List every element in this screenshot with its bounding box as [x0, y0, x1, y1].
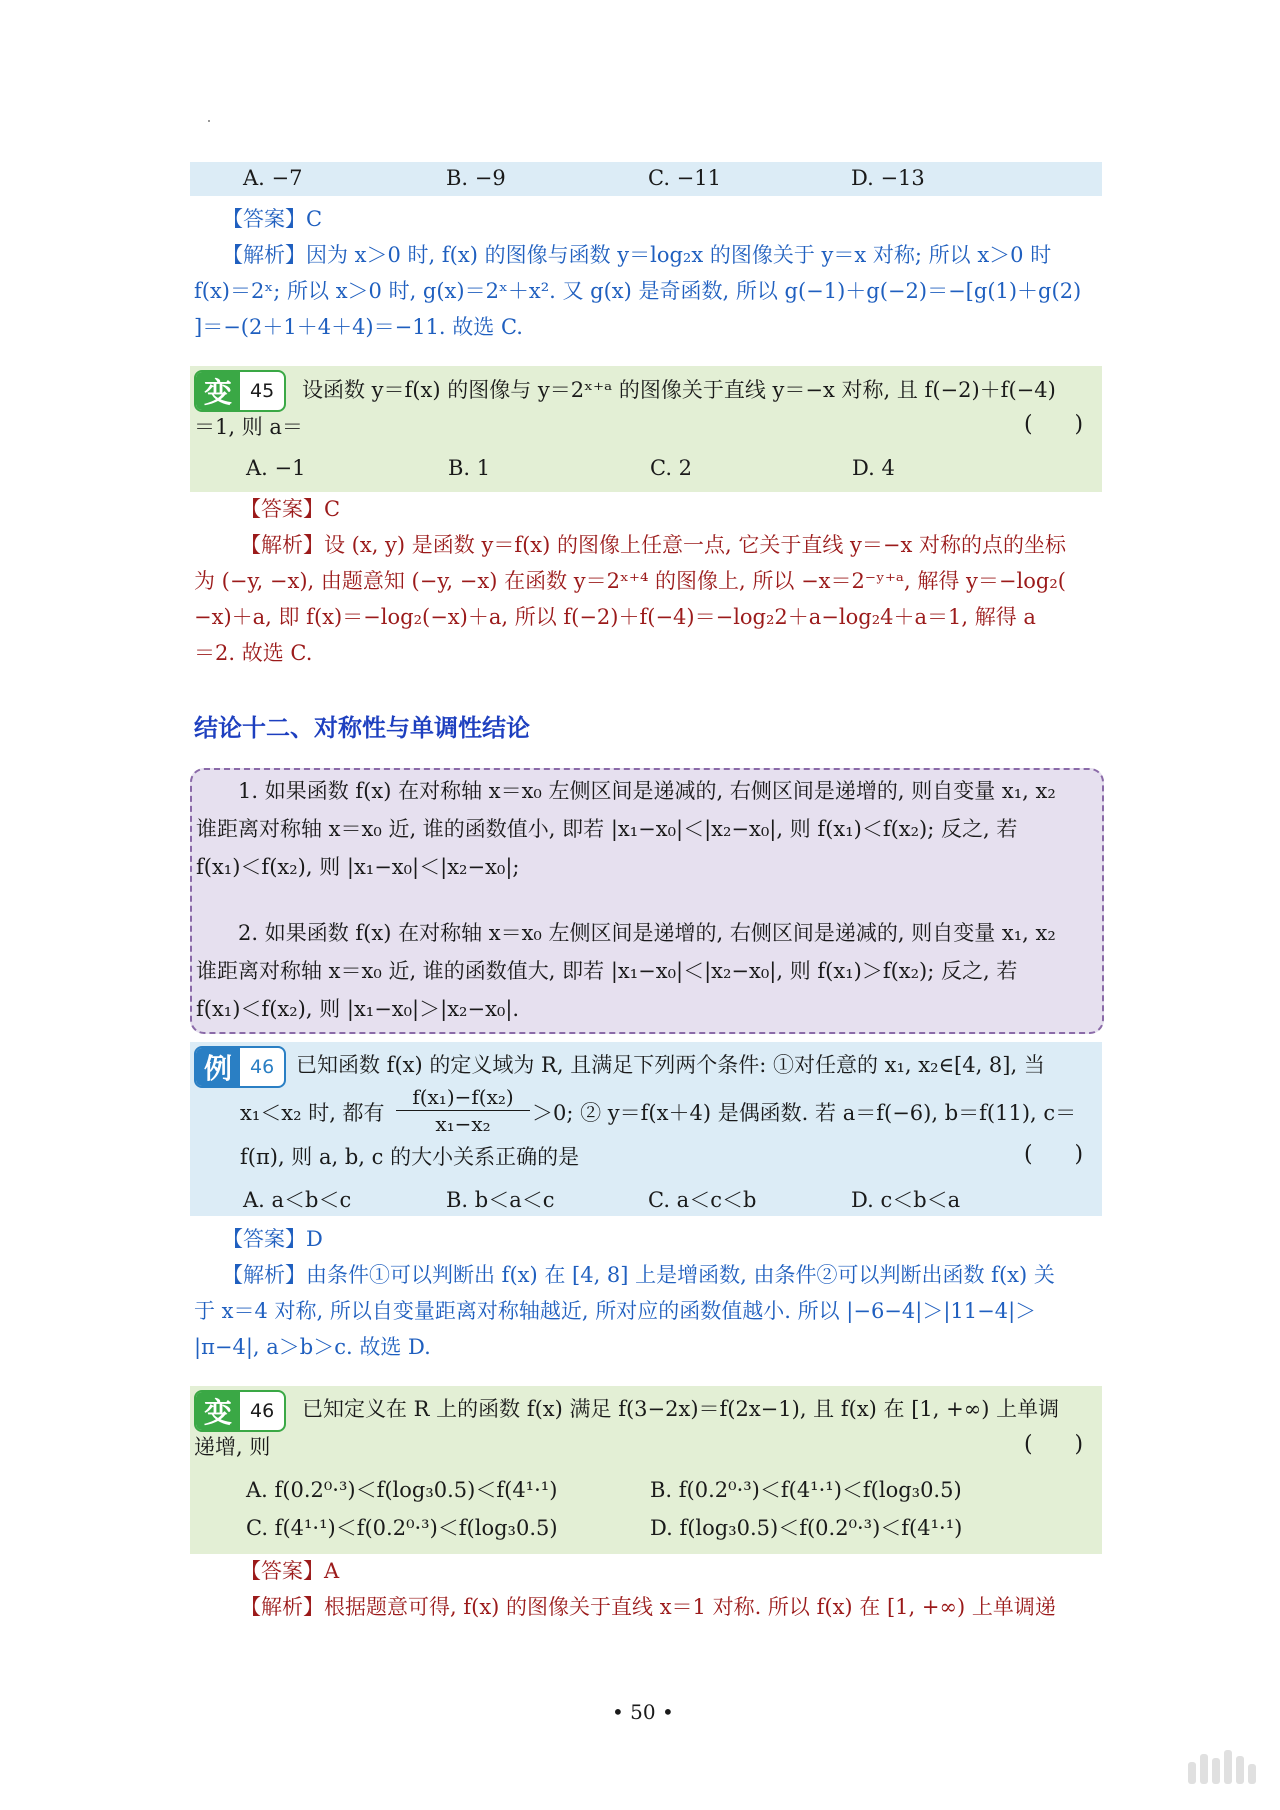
e46-option-d: D. c＜b＜a [851, 1188, 961, 1212]
e46-stem-line: 已知函数 f(x) 的定义域为 R, 且满足下列两个条件: ①对任意的 x₁, x₂∈[4, 8], 当 [296, 1053, 1045, 1077]
conclusion-2-line: 2. 如果函数 f(x) 在对称轴 x＝x₀ 左侧区间是递增的, 右侧区间是递减的, 则自变量 x₁, x₂ [238, 921, 1056, 945]
v46-option-c: C. f(4¹·¹)＜f(0.2⁰·³)＜f(log₃0.5) [246, 1516, 558, 1540]
q44-option-a: A. −7 [243, 166, 303, 190]
v45-option-d: D. 4 [852, 456, 895, 480]
e46-answer: 【答案】D [222, 1227, 323, 1251]
q44-options-band [190, 162, 1102, 196]
e46-fraction-denominator: x₁−x₂ [435, 1112, 491, 1136]
v45-option-b: B. 1 [448, 456, 491, 480]
watermark-bars [1188, 1750, 1256, 1784]
v45-analysis-line: 【解析】设 (x, y) 是函数 y＝f(x) 的图像上任意一点, 它关于直线 y＝−x 对称的点的坐标 [240, 533, 1067, 557]
q44-analysis-line: 【解析】因为 x＞0 时, f(x) 的图像与函数 y＝log₂x 的图像关于 y＝x 对称; 所以 x＞0 时 [222, 243, 1052, 267]
v45-stem-line: ＝1, 则 a＝ [194, 415, 303, 439]
v45-analysis-line: 为 (−y, −x), 由题意知 (−y, −x) 在函数 y＝2ˣ⁺⁴ 的图像上, 所以 −x＝2⁻ʸ⁺ᵃ, 解得 y＝−log₂( [194, 569, 1066, 593]
conclusion-1-line: f(x₁)＜f(x₂), 则 |x₁−x₀|＜|x₂−x₀|; [196, 855, 520, 879]
scan-dot [208, 120, 210, 122]
q44-answer: 【答案】C [222, 207, 323, 231]
q44-option-d: D. −13 [851, 166, 925, 190]
v46-stem-line: 已知定义在 R 上的函数 f(x) 满足 f(3−2x)＝f(2x−1), 且 f(x) 在 [1, +∞) 上单调 [302, 1397, 1060, 1421]
e46-answer-paren: ( ) [1024, 1142, 1084, 1167]
conclusion-1-line: 1. 如果函数 f(x) 在对称轴 x＝x₀ 左侧区间是递减的, 右侧区间是递增的, 则自变量 x₁, x₂ [238, 779, 1056, 803]
v46-tag-number: 46 [250, 1400, 275, 1422]
e46-analysis-line: |π−4|, a＞b＞c. 故选 D. [194, 1335, 431, 1359]
e46-option-b: B. b＜a＜c [446, 1188, 555, 1212]
e46-option-c: C. a＜c＜b [648, 1188, 757, 1212]
v45-tag [194, 370, 286, 412]
q44-option-c: C. −11 [648, 166, 721, 190]
v45-answer-paren: ( ) [1024, 412, 1084, 437]
q44-option-b: B. −9 [446, 166, 506, 190]
v45-analysis-line: ＝2. 故选 C. [194, 641, 313, 665]
v45-option-a: A. −1 [246, 456, 306, 480]
e46-fraction [396, 1084, 530, 1137]
e46-stem-line: f(π), 则 a, b, c 的大小关系正确的是 [240, 1145, 580, 1169]
conclusion-2-line: 谁距离对称轴 x＝x₀ 近, 谁的函数值大, 即若 |x₁−x₀|＜|x₂−x₀|, 则 f(x₁)＞f(x₂); 反之, 若 [196, 959, 1018, 983]
conclusion-1-line: 谁距离对称轴 x＝x₀ 近, 谁的函数值小, 即若 |x₁−x₀|＜|x₂−x₀|, 则 f(x₁)＜f(x₂); 反之, 若 [196, 817, 1018, 841]
v46-tag-char: 变 [196, 1392, 240, 1430]
e46-stem-pre: x₁＜x₂ 时, 都有 [240, 1101, 385, 1125]
e46-stem-post: ＞0; ② y＝f(x＋4) 是偶函数. 若 a＝f(−6), b＝f(11), c＝ [532, 1101, 1077, 1125]
e46-analysis-line: 于 x＝4 对称, 所以自变量距离对称轴越近, 所对应的函数值越小. 所以 |−6−4|＞|11−4|＞ [194, 1299, 1037, 1323]
v46-option-b: B. f(0.2⁰·³)＜f(4¹·¹)＜f(log₃0.5) [650, 1478, 962, 1502]
v45-tag-number: 45 [250, 380, 275, 402]
v45-tag-char: 变 [196, 372, 240, 410]
conclusion-2-line: f(x₁)＜f(x₂), 则 |x₁−x₀|＞|x₂−x₀|. [196, 997, 520, 1021]
e46-tag-char: 例 [196, 1048, 240, 1086]
v45-stem-line: 设函数 y＝f(x) 的图像与 y＝2ˣ⁺ᵃ 的图像关于直线 y＝−x 对称, 且 f(−2)＋f(−4) [302, 378, 1056, 402]
v45-analysis-line: −x)＋a, 即 f(x)＝−log₂(−x)＋a, 所以 f(−2)＋f(−4)＝−log₂2＋a−log₂4＋a＝1, 解得 a [194, 605, 1036, 629]
v46-answer: 【答案】A [240, 1559, 340, 1583]
e46-tag [194, 1046, 286, 1088]
e46-tag-number: 46 [250, 1056, 275, 1078]
q44-analysis-line: f(x)＝2ˣ; 所以 x＞0 时, g(x)＝2ˣ＋x². 又 g(x) 是奇函数, 所以 g(−1)＋g(−2)＝−[g(1)＋g(2) [194, 279, 1082, 303]
q44-analysis-line: ]＝−(2＋1＋4＋4)＝−11. 故选 C. [194, 315, 523, 339]
v45-answer: 【答案】C [240, 497, 341, 521]
v46-stem-line: 递增, 则 [194, 1435, 271, 1459]
v46-analysis-line: 【解析】根据题意可得, f(x) 的图像关于直线 x＝1 对称. 所以 f(x) 在 [1, +∞) 上单调递 [240, 1595, 1056, 1619]
e46-option-a: A. a＜b＜c [243, 1188, 352, 1212]
e46-fraction-numerator: f(x₁)−f(x₂) [396, 1084, 530, 1111]
v45-option-c: C. 2 [650, 456, 693, 480]
section-title: 结论十二、对称性与单调性结论 [194, 714, 530, 742]
v46-option-a: A. f(0.2⁰·³)＜f(log₃0.5)＜f(4¹·¹) [246, 1478, 558, 1502]
v46-option-d: D. f(log₃0.5)＜f(0.2⁰·³)＜f(4¹·¹) [650, 1516, 963, 1540]
page-number: • 50 • [612, 1700, 674, 1724]
e46-analysis-line: 【解析】由条件①可以判断出 f(x) 在 [4, 8] 上是增函数, 由条件②可以判断出函数 f(x) 关 [222, 1263, 1055, 1287]
v46-answer-paren: ( ) [1024, 1432, 1084, 1457]
v46-tag [194, 1390, 286, 1432]
